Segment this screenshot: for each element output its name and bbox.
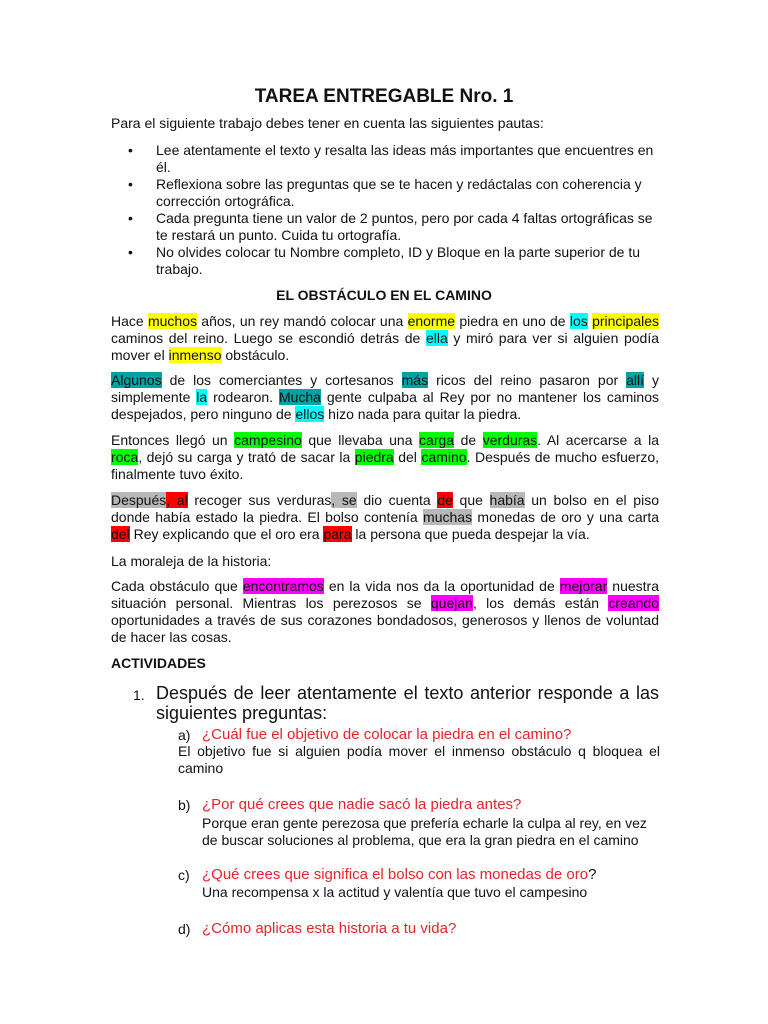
answer-b: Porque eran gente perezosa que prefería echarle la culpa al rey, en vez de buscar soluciones al problema, que era la gran piedra en el camino: [202, 815, 647, 848]
story-paragraph-5: Cada obstáculo que encontramos en la vida nos da la oportunidad de mejorar nuestra situación personal. Mientras los perezosos se quejan, los demás están creando oportunidades a través de sus corazones bondadosos, generosos y llenos de voluntad de hacer las cosas.: [111, 578, 659, 645]
question-c: [178, 866, 660, 884]
story-paragraph-4: Después, al recoger sus verduras, se dio cuenta de que había un bolso en el piso donde había estado la piedra. El bolso contenía muchas monedas de oro y una carta del Rey explicando que el oro era para la persona que pueda despejar la vía.: [111, 492, 659, 542]
question-number: 1.: [133, 687, 145, 703]
activity-question-1: [133, 683, 659, 723]
document-title: TAREA ENTREGABLE Nro. 1: [254, 86, 514, 107]
bullet-icon: •: [128, 244, 133, 260]
story-title: EL OBSTÁCULO EN EL CAMINO: [276, 287, 492, 303]
question-d: [178, 920, 660, 938]
question-label: a): [178, 727, 191, 743]
question-text: ¿Por qué crees que nadie sacó la piedra antes?: [202, 796, 522, 813]
question-a: [178, 726, 660, 744]
bullet-icon: •: [128, 210, 133, 226]
moral-label: La moraleja de la historia:: [111, 553, 272, 569]
list-item: • Lee atentamente el texto y resalta las ideas más importantes que encuentres en él.: [128, 142, 654, 175]
list-item: • Cada pregunta tiene un valor de 2 puntos, pero por cada 4 faltas ortográficas se te restará un punto. Cuida tu ortografía.: [128, 210, 653, 243]
question-text: ¿Qué crees que significa el bolso con las monedas de oro?: [202, 866, 597, 883]
answer-a: El objetivo fue si alguien podía mover el inmenso obstáculo q bloquea el camino: [178, 743, 660, 776]
guidelines-list: [111, 142, 659, 278]
question-b: [178, 796, 660, 814]
story-paragraph-1: Hace muchos años, un rey mandó colocar una enorme piedra en uno de los principales caminos del reino. Luego se escondió detrás de ella y miró para ver si alguien podía mover el inmenso obstáculo.: [111, 313, 660, 363]
bullet-icon: •: [128, 142, 133, 158]
question-label: d): [178, 921, 191, 937]
question-label: c): [178, 867, 190, 883]
list-item: • No olvides colocar tu Nombre completo, ID y Bloque en la parte superior de tu trabajo.: [128, 244, 641, 277]
question-text: Después de leer atentamente el texto anterior responde a las siguientes preguntas:: [156, 683, 659, 723]
intro-text: Para el siguiente trabajo debes tener en cuenta las siguientes pautas:: [111, 115, 544, 131]
bullet-icon: •: [128, 176, 133, 192]
activities-heading: ACTIVIDADES: [111, 655, 206, 671]
story-paragraph-2: Algunos de los comerciantes y cortesanos más ricos del reino pasaron por allí y simplemente la rodearon. Mucha gente culpaba al Rey por no mantener los caminos despejados, pero ninguno de ellos hizo nada para quitar la piedra.: [111, 372, 660, 422]
list-item: • Reflexiona sobre las preguntas que se te hacen y redáctalas con coherencia y corrección ortográfica.: [128, 176, 642, 209]
story-paragraph-3: Entonces llegó un campesino que llevaba una carga de verduras. Al acercarse a la roca, dejó su carga y trató de sacar la piedra del camino. Después de mucho esfuerzo, finalmente tuvo éxito.: [111, 432, 660, 482]
question-label: b): [178, 797, 191, 813]
question-text: ¿Cómo aplicas esta historia a tu vida?: [202, 920, 457, 937]
answer-c: Una recompensa x la actitud y valentía que tuvo el campesino: [202, 884, 588, 900]
question-text: ¿Cuál fue el objetivo de colocar la piedra en el camino?: [202, 726, 572, 743]
